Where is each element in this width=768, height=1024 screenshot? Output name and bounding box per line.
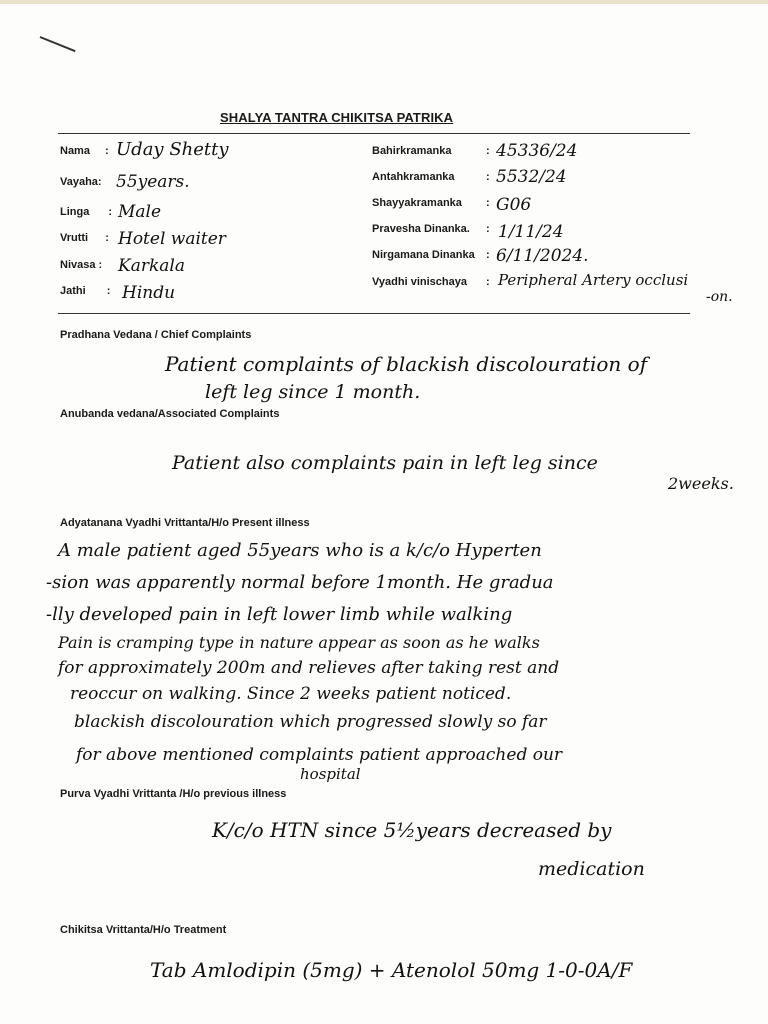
bahirkramanka-colon: :: [486, 145, 490, 157]
vyadhi-vinischaya-label: Vyadhi vinischaya: [372, 276, 467, 288]
pravesha-dinanka-label: Pravesha Dinanka.: [372, 223, 470, 235]
present-illness-line-9: hospital: [300, 765, 361, 783]
previous-illness-line-2: medication: [538, 858, 645, 880]
vrutti-label: Vrutti :: [60, 232, 109, 244]
header-bottom-rule: [58, 313, 690, 314]
vyadhi-vinischaya-wrap: -on.: [706, 289, 733, 305]
nama-label: Nama :: [60, 145, 109, 157]
present-illness-line-7: blackish discolouration which progressed slowly so far: [74, 712, 547, 732]
nirgamana-dinanka-label: Nirgamana Dinanka: [372, 249, 475, 261]
nivasa-label: Nivasa :: [60, 259, 103, 271]
antahkramanka-value: 5532/24: [496, 167, 567, 187]
chief-complaints-heading: Pradhana Vedana / Chief Complaints: [60, 329, 252, 341]
vrutti-value: Hotel waiter: [118, 229, 226, 249]
vayaha-label: Vayaha:: [60, 176, 102, 188]
present-illness-line-5: for approximately 200m and relieves after taking rest and: [58, 658, 560, 678]
pen-stroke-mark: [40, 36, 76, 52]
header-top-rule: [58, 133, 690, 134]
previous-illness-heading: Purva Vyadhi Vrittanta /H/o previous illness: [60, 788, 287, 800]
nama-value: Uday Shetty: [116, 139, 229, 160]
pravesha-dinanka-colon: :: [486, 223, 490, 235]
present-illness-line-4: Pain is cramping type in nature appear as soon as he walks: [58, 633, 540, 652]
shayyakramanka-value: G06: [496, 195, 532, 215]
vyadhi-vinischaya-value: Peripheral Artery occlusi: [498, 271, 689, 289]
shayyakramanka-label: Shayyakramanka: [372, 197, 462, 209]
associated-complaints-line-1: Patient also complaints pain in left leg since: [172, 452, 598, 474]
shayyakramanka-colon: :: [486, 197, 490, 209]
chief-complaints-line-1: Patient complaints of blackish discolouration of: [165, 352, 648, 376]
treatment-line-1: Tab Amlodipin (5mg) + Atenolol 50mg 1-0-0A/F: [150, 958, 633, 982]
associated-complaints-line-2: 2weeks.: [668, 474, 734, 493]
present-illness-line-1: A male patient aged 55years who is a k/c/o Hyperten: [58, 540, 542, 561]
antahkramanka-label: Antahkramanka: [372, 171, 455, 183]
pravesha-dinanka-value: 1/11/24: [498, 222, 564, 242]
present-illness-heading: Adyatanana Vyadhi Vrittanta/H/o Present illness: [60, 517, 310, 529]
present-illness-line-6: reoccur on walking. Since 2 weeks patient noticed.: [70, 684, 512, 704]
linga-value: Male: [118, 202, 162, 222]
treatment-heading: Chikitsa Vrittanta/H/o Treatment: [60, 924, 227, 936]
jathi-value: Hindu: [122, 283, 176, 303]
linga-label: Linga :: [60, 206, 113, 218]
paper-edge: [0, 0, 768, 4]
form-title: SHALYA TANTRA CHIKITSA PATRIKA: [220, 110, 454, 125]
vyadhi-vinischaya-colon: :: [486, 276, 490, 288]
previous-illness-line-1: K/c/o HTN since 5½years decreased by: [212, 818, 612, 842]
vayaha-value: 55years.: [116, 172, 190, 192]
nivasa-value: Karkala: [118, 256, 185, 276]
present-illness-line-2: -sion was apparently normal before 1month. He gradua: [46, 572, 554, 593]
present-illness-line-8: for above mentioned complaints patient approached our: [76, 745, 563, 765]
antahkramanka-colon: :: [486, 171, 490, 183]
present-illness-line-3: -lly developed pain in left lower limb while walking: [46, 604, 513, 625]
nirgamana-dinanka-value: 6/11/2024.: [496, 246, 589, 266]
jathi-label: Jathi :: [60, 285, 111, 297]
nirgamana-dinanka-colon: :: [486, 249, 490, 261]
bahirkramanka-label: Bahirkramanka: [372, 145, 452, 157]
chief-complaints-line-2: left leg since 1 month.: [205, 381, 421, 403]
associated-complaints-heading: Anubanda vedana/Associated Complaints: [60, 408, 280, 420]
bahirkramanka-value: 45336/24: [496, 141, 578, 161]
